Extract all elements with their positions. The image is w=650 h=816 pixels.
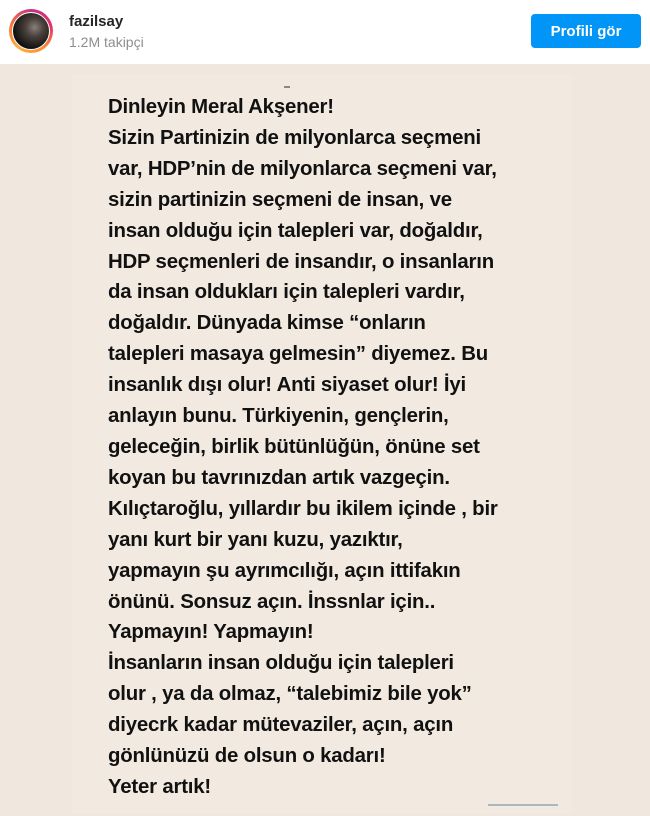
text-line: diyecrk kadar mütevaziler, açın, açın [108, 714, 454, 737]
text-line: var, HDP’nin de milyonlarca seçmeni var, [108, 157, 497, 180]
text-line: doğaldır. Dünyada kimse “onların [108, 312, 426, 335]
text-line: yapmayın şu ayrımcılığı, açın ittifakın [108, 559, 461, 582]
text-line: İnsanların insan olduğu için talepleri [108, 652, 454, 675]
text-line: olur , ya da olmaz, “talebimiz bile yok” [108, 683, 472, 706]
text-line: koyan bu tavrınızdan artık vazgeçin. [108, 466, 450, 489]
follower-count: 1.2M takipçi [69, 34, 144, 50]
view-profile-button[interactable]: Profili gör [531, 14, 641, 48]
post-header [0, 0, 650, 64]
text-line: önünü. Sonsuz açın. İnssnlar için.. [108, 590, 436, 613]
text-line: Dinleyin Meral Akşener! [108, 96, 334, 118]
text-line: Sizin Partinizin de milyonlarca seçmeni [108, 126, 481, 149]
text-line: talepleri masaya gelmesin” diyemez. Bu [108, 343, 488, 366]
text-line: yanı kurt bir yanı kuzu, yazıktır, [108, 528, 403, 551]
avatar[interactable] [9, 9, 53, 53]
divider [284, 86, 290, 88]
text-line: geleceğin, birlik bütünlüğün, önüne set [108, 435, 480, 458]
post-image [0, 64, 650, 816]
text-line: gönlünüzü de olsun o kadarı! [108, 745, 386, 768]
text-line: insanlık dışı olur! Anti siyaset olur! İyi [108, 374, 466, 397]
divider [488, 804, 558, 806]
username-link[interactable]: fazilsay [69, 13, 124, 30]
text-line: Yeter artık! [108, 775, 212, 798]
post-text [108, 92, 498, 803]
avatar-image [12, 12, 50, 50]
text-line: Kılıçtaroğlu, yıllardır bu ikilem içinde , bir [108, 497, 498, 520]
text-line: insan olduğu için talepleri var, doğaldır, [108, 219, 483, 242]
text-line: da insan oldukları için talepleri vardır, [108, 281, 465, 304]
text-line: sizin partinizin seçmeni de insan, ve [108, 188, 452, 211]
text-line: anlayın bunu. Türkiyenin, gençlerin, [108, 405, 449, 428]
text-line: HDP seçmenleri de insandır, o insanların [108, 250, 494, 273]
text-line: Yapmayın! Yapmayın! [108, 621, 314, 644]
